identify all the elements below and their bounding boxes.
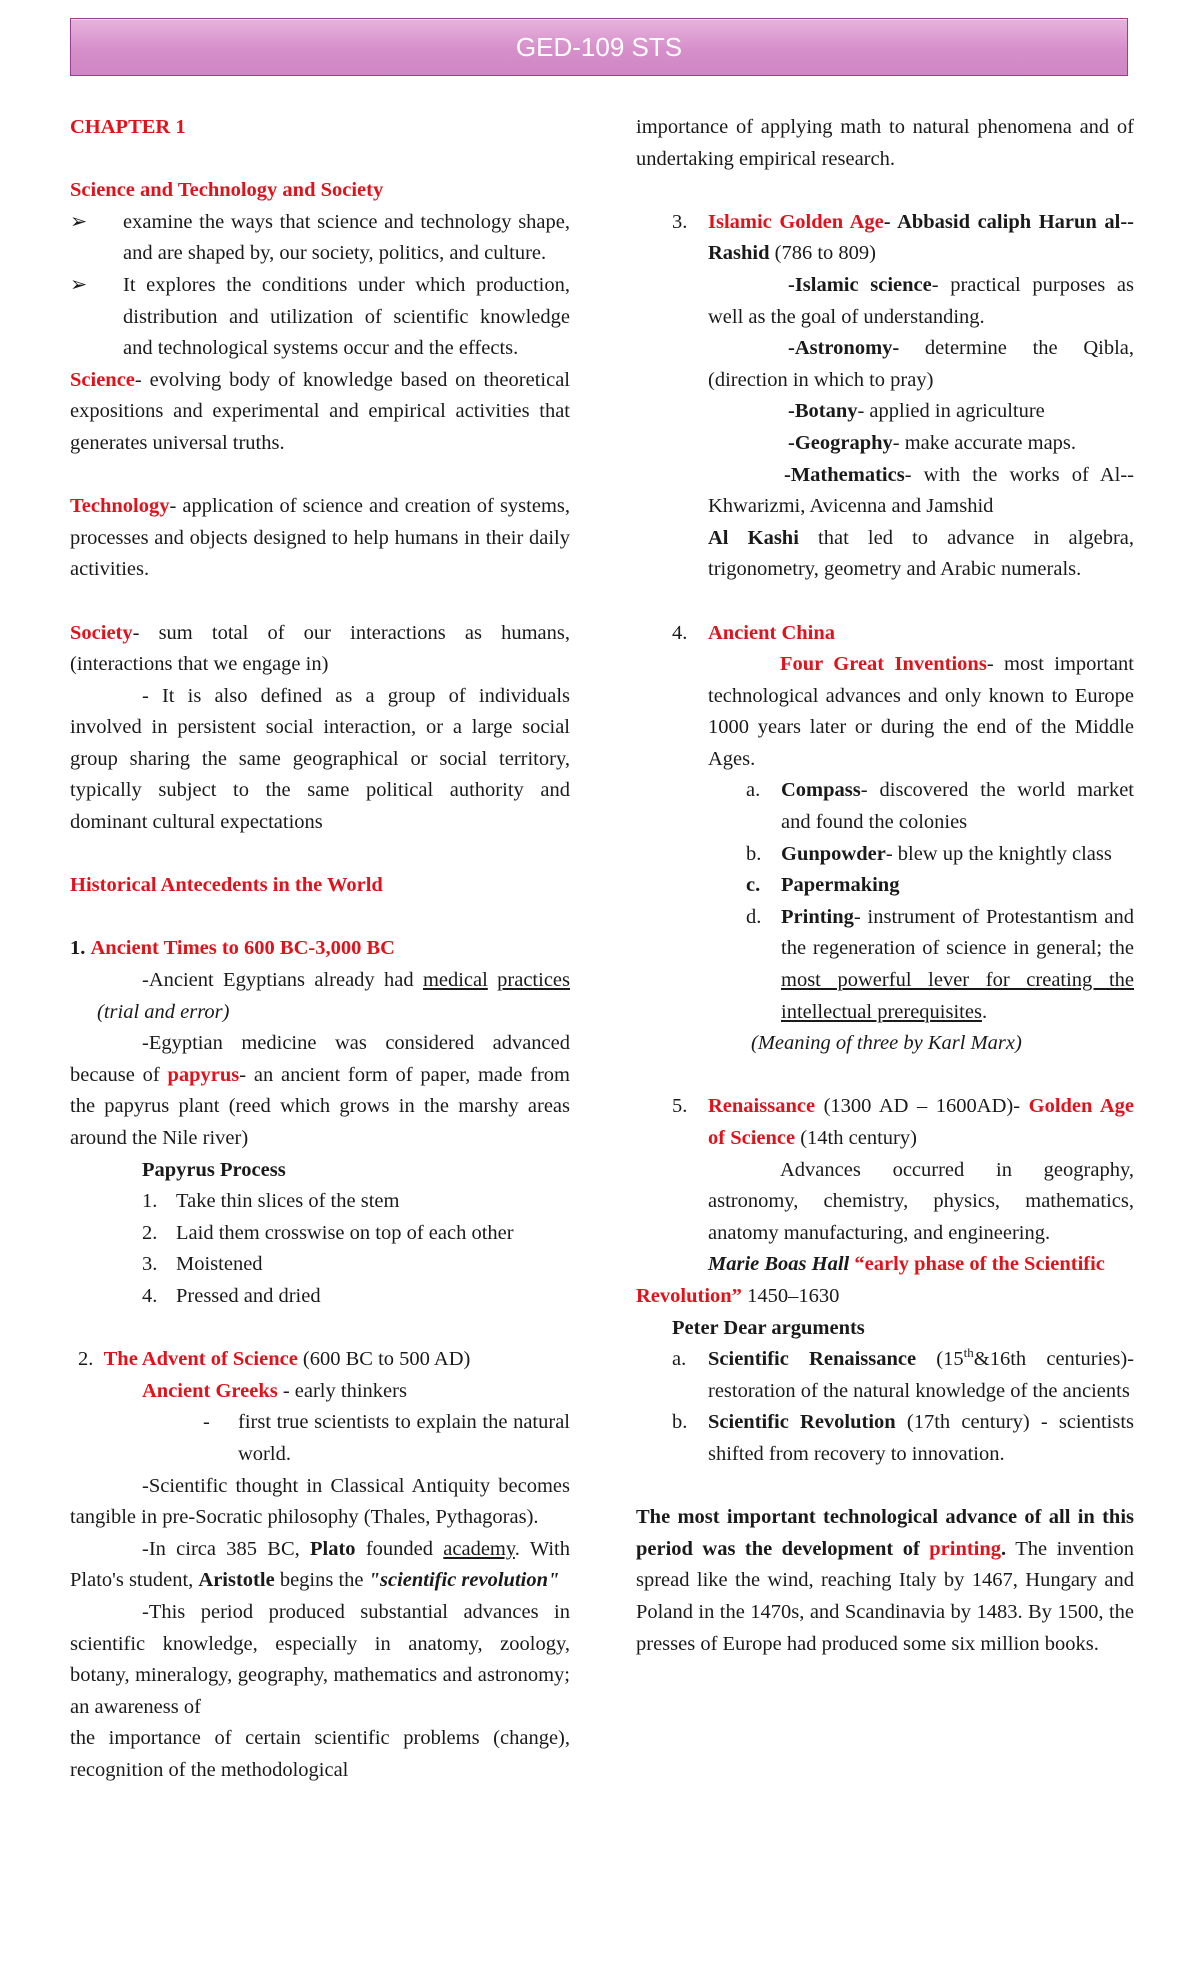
papyrus-steps (70, 1186, 570, 1312)
botany: -Botany- applied in agriculture (788, 400, 1045, 423)
list-item: a. Compass- discovered the world market and found the colonies (746, 779, 1134, 834)
mathematics: -Mathematics- with the works of Al--Khwarizmi, Avicenna and Jamshid (708, 463, 1134, 518)
list-item: a. Scientific Renaissance (15th&16th centuries)- restoration of the natural knowledge of the ancients (672, 1345, 1134, 1402)
al-kashi: Al Kashi that led to advance in algebra, trigonometry, geometry and Arabic numerals. (708, 526, 1134, 581)
astronomy: -Astronomy- determine the Qibla, (direction in which to pray) (708, 337, 1134, 391)
header-banner (70, 18, 1128, 76)
papyrus-heading: Papyrus Process (142, 1158, 286, 1181)
arrow-bullet-icon: ➢ (70, 273, 88, 296)
sts-bullet-text: examine the ways that science and technology shape, and are shaped by, our society, politics, and culture. (123, 210, 570, 265)
section-3-body (636, 270, 1134, 586)
list-item: 3. Moistened (142, 1253, 263, 1276)
islamic-science: -Islamic science- practical purposes as well as the goal of understanding. (708, 273, 1134, 328)
list-item: 1. Take thin slices of the stem (142, 1190, 400, 1213)
sts-heading: Science and Technology and Society (70, 179, 384, 202)
section-2-para-1: -Scientific thought in Classical Antiquity becomes tangible in pre-Socratic philosophy (Thales, Pythagoras). (70, 1474, 570, 1529)
list-item: b. Scientific Revolution (17th century) - scientists shifted from recovery to innovation. (672, 1411, 1134, 1465)
document-title: GED-109 STS (515, 31, 683, 62)
marie-boas-hall: Marie Boas Hall “early phase of the Scientific Revolution” 1450–1630 (636, 1253, 1105, 1307)
list-item: 2. Laid them crosswise on top of each other (142, 1221, 514, 1244)
technology-definition: Technology- application of science and creation of systems, processes and objects designed to help humans in their daily activities. (70, 495, 570, 581)
sts-bullet (70, 270, 570, 365)
sts-bullet (70, 207, 570, 270)
list-item: d. Printing- instrument of Protestantism and the regeneration of science in general; the most powerful lever for creating the intellectual prerequisites. (746, 905, 1134, 1023)
karl-marx-note: (Meaning of three by Karl Marx) (751, 1032, 1022, 1055)
ancient-greeks-line: Ancient Greeks - early thinkers (142, 1379, 407, 1402)
science-definition: Science- evolving body of knowledge based on theoretical expositions and experimental and empirical activities that generates universal truths. (70, 368, 570, 454)
chapter-heading: CHAPTER 1 (70, 116, 186, 138)
peter-dear-heading: Peter Dear arguments (672, 1316, 865, 1339)
section-5-heading: 5. Renaissance (1300 AD – 1600AD)- Golden Age of Science (14th century) (672, 1095, 1134, 1149)
section-1-para-2: -Egyptian medicine was considered advanced because of papyrus- an ancient form of paper, made from the papyrus plant (reed which grows in the marshy areas around the Nile river) (70, 1032, 570, 1149)
section-1-para-1: -Ancient Egyptians already had medical practices (trial and error) (97, 969, 570, 1023)
historical-heading: Historical Antecedents in the World (70, 874, 383, 897)
geography: -Geography- make accurate maps. (788, 431, 1077, 454)
right-column (636, 112, 1134, 1660)
list-item: c. Papermaking (746, 874, 900, 897)
sts-bullet-text: It explores the conditions under which production, distribution and utilization of scientific knowledge and technological systems occur and the effects. (123, 273, 570, 360)
four-great-inventions: Four Great Inventions- most important technological advances and only known to Europe 1000 years later or during the end of the Middle Ages. (708, 653, 1134, 770)
section-1-heading: 1. Ancient Times to 600 BC-3,000 BC (70, 937, 395, 960)
printing-paragraph: The most important technological advance of all in this period was the development of printing. The invention spread like the wind, reaching Italy by 1467, Hungary and Poland in the 1470s, and Scandinavia by 1483. By 1500, the presses of Europe had produced some six million books. (636, 1506, 1134, 1655)
list-item: b. Gunpowder- blew up the knightly class (746, 842, 1112, 865)
section-2-para-2: -In circa 385 BC, Plato founded academy. With Plato's student, Aristotle begins the "scientific revolution" (70, 1537, 570, 1592)
list-item: 4. Pressed and dried (142, 1284, 321, 1307)
section-2-para-4: the importance of certain scientific problems (change), recognition of the methodological (70, 1727, 570, 1781)
continued-text: importance of applying math to natural phenomena and of undertaking empirical research. (636, 116, 1134, 170)
society-definition-2: - It is also defined as a group of individuals involved in persistent social interaction, or a large social group sharing the same geographical or social territory, typically subject to the same political authority and dominant cultural expectations (70, 684, 570, 834)
section-3-heading: 3. Islamic Golden Age- Abbasid caliph Harun al--Rashid (786 to 809) (672, 210, 1134, 265)
left-column (70, 112, 570, 1786)
section-2-heading: 2. The Advent of Science (600 BC to 500 AD) (78, 1348, 471, 1371)
dash-item: - first true scientists to explain the natural world. (203, 1411, 570, 1465)
arrow-bullet-icon: ➢ (70, 210, 88, 233)
renaissance-advances: Advances occurred in geography, astronomy, chemistry, physics, mathematics, anatomy manufacturing, and engineering. (708, 1158, 1134, 1244)
section-4-heading: 4. Ancient China (672, 621, 836, 644)
society-definition: Society- sum total of our interactions as humans, (interactions that we engage in) (70, 621, 570, 676)
section-2-para-3: -This period produced substantial advances in scientific knowledge, especially in anatomy, zoology, botany, mineralogy, geography, mathematics and astronomy; an awareness of (70, 1600, 570, 1718)
